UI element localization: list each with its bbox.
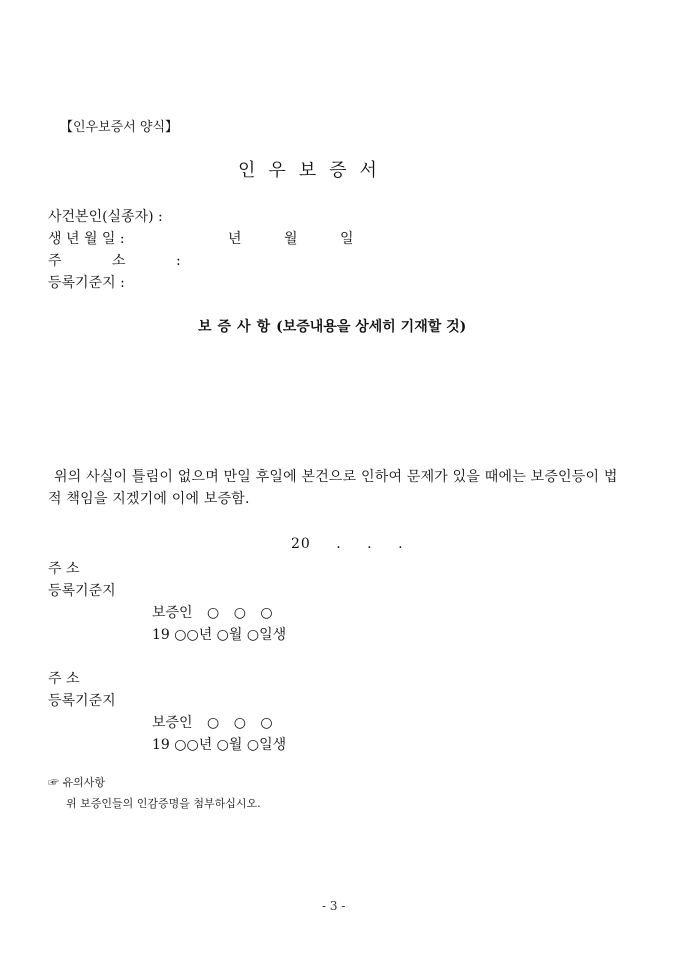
guarantee-statement: 위의 사실이 틀림이 없으며 만일 후일에 본건으로 인하여 문제가 있을 때에는 보증인등이 법적 책임을 지겠기에 이에 보증함. xyxy=(48,469,618,507)
notes-heading: ☞ 유의사항 xyxy=(48,776,106,789)
section-title-main: 보증사항 xyxy=(198,319,277,335)
guarantor-1-name: 보증인 ○ ○ ○ xyxy=(152,605,273,621)
guarantor-1-birth: 19 ○○년 ○월 ○일생 xyxy=(152,627,287,643)
guarantor-1-registry-label: 등록기준지 xyxy=(48,583,116,599)
signing-date xyxy=(291,536,404,552)
address-label-text: 주 소 : xyxy=(48,253,184,269)
section-title-note: (보증내용을 상세히 기재할 것) xyxy=(276,319,467,335)
registry-field-label: 등록기준지 : xyxy=(48,275,125,291)
person-field-label: 사건본인(실종자) : xyxy=(48,209,163,225)
guarantor-2-registry-label: 등록기준지 xyxy=(48,693,116,709)
form-type-label: 【인우보증서 양식】 xyxy=(60,120,179,135)
page-number: - 3 - xyxy=(322,899,346,913)
guarantor-1-address-label: 주 소 xyxy=(48,561,80,577)
guarantor-2-name: 보증인 ○ ○ ○ xyxy=(152,715,273,731)
birth-date-units: 년 월 일 xyxy=(228,231,354,247)
guarantor-2-address-label: 주 소 xyxy=(48,671,80,687)
address-field-label xyxy=(48,250,184,270)
document-title: 인우보증서 xyxy=(238,160,390,181)
guarantor-2-birth: 19 ○○년 ○월 ○일생 xyxy=(152,737,287,753)
birth-date-label: 생 년 월 일 : xyxy=(48,231,125,247)
notes-body: 위 보증인들의 인감증명을 첨부하십시오. xyxy=(66,797,261,810)
signing-date-text: 20 . . . xyxy=(291,536,404,552)
guarantee-section-title xyxy=(198,316,466,336)
